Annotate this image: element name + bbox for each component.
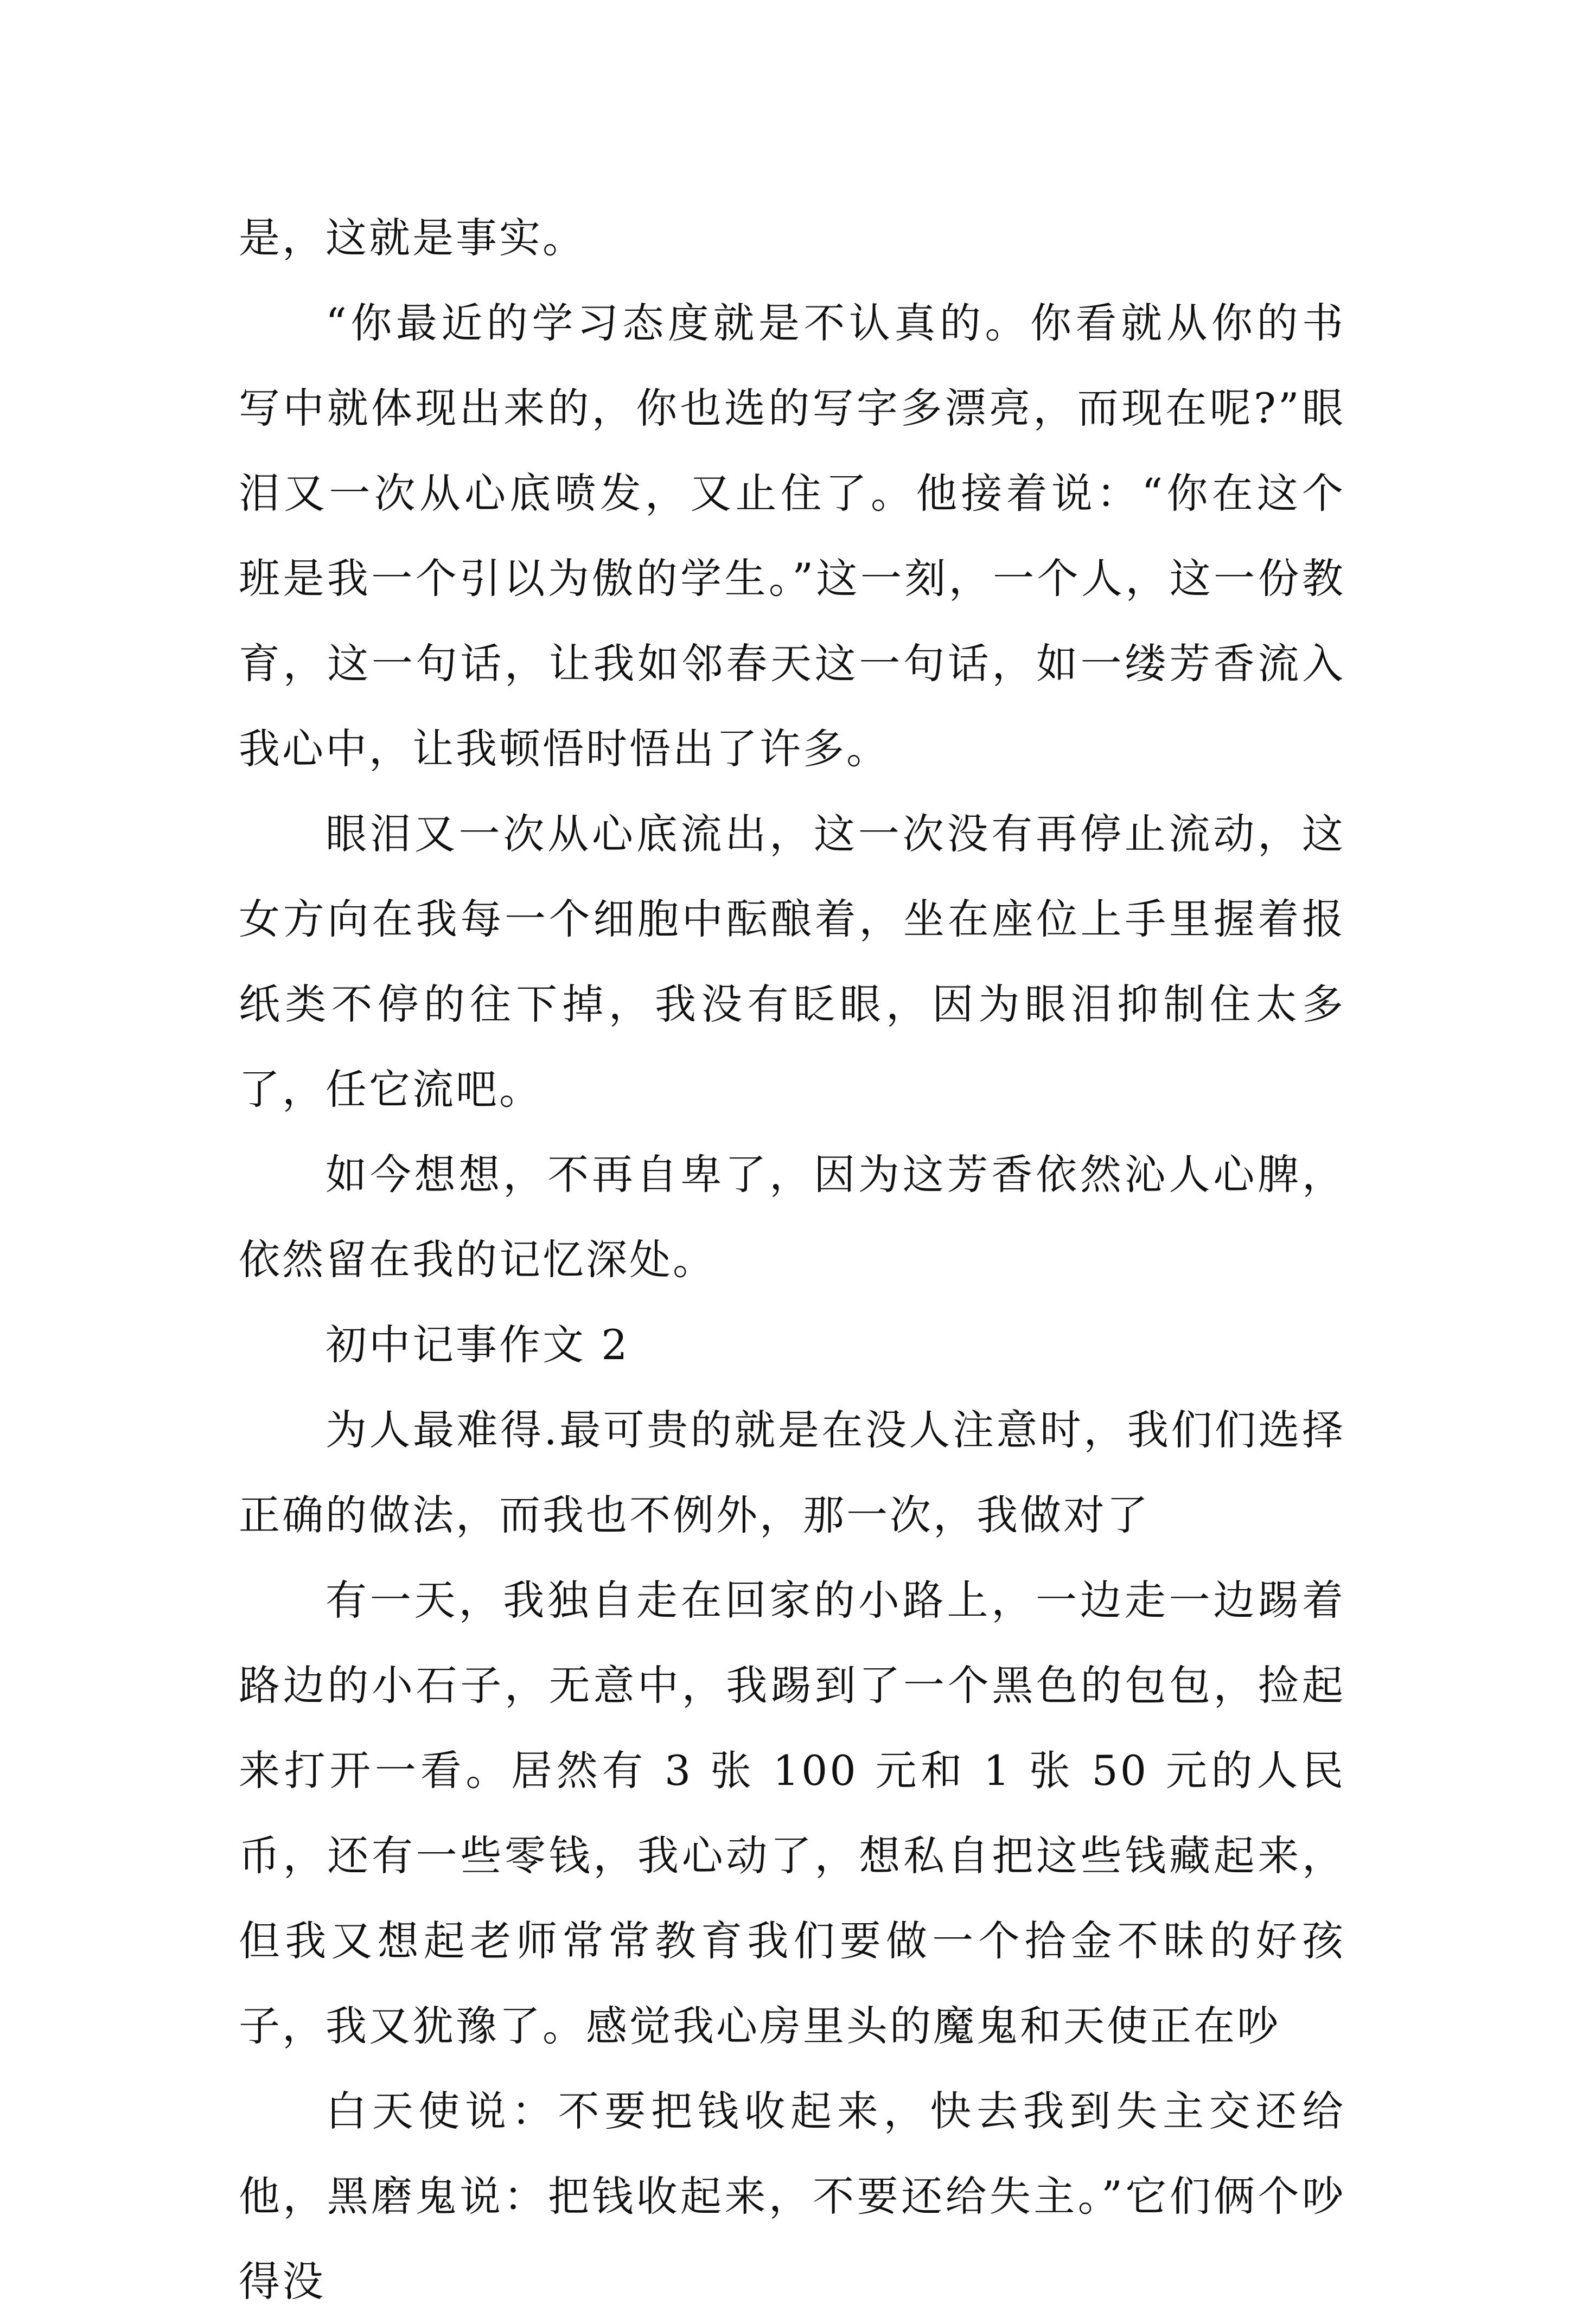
paragraph-1: 是，这就是事实。 xyxy=(239,214,586,262)
document-body xyxy=(239,195,1345,2324)
paragraph-4: 如今想想，不再自卑了，因为这芳香依然沁人心脾，依然留在我的记忆深处。 xyxy=(239,1150,1345,1284)
paragraph-7: 白天使说：不要把钱收起来，快去我到失主交还给他，黑磨鬼说：把钱收起来，不要还给失主。”它们俩个吵得没 xyxy=(239,2087,1345,2306)
paragraph-5: 为人最难得.最可贵的就是在没人注意时，我们们选择正确的做法，而我也不例外，那一次，我做对了 xyxy=(239,1406,1345,1539)
paragraph-3: 眼泪又一次从心底流出，这一次没有再停止流动，这女方向在我每一个细胞中酝酿着，坐在座位上手里握着报纸类不停的往下掉，我没有眨眼，因为眼泪抑制住太多了，任它流吧。 xyxy=(239,810,1345,1113)
paragraph-6: 有一天，我独自走在回家的小路上，一边走一边踢着路边的小石子，无意中，我踢到了一个黑色的包包，捡起来打开一看。居然有 3 张 100 元和 1 张 50 元的人民币，还有一些零钱，我心动了，想私自把这些钱藏起来，但我又想起老师常常教育我们要做一个拾金不昧的好孩子，我又犹豫了。感觉我心房里头的魔鬼和天使正在吵 xyxy=(239,1576,1345,2050)
paragraph-2: “你最近的学习态度就是不认真的。你看就从你的书写中就体现出来的，你也选的写字多漂亮，而现在呢?”眼泪又一次从心底喷发，又止住了。他接着说：“你在这个班是我一个引以为傲的学生。”这一刻，一个人，这一份教育，这一句话，让我如邻春天这一句话，如一缕芳香流入我心中，让我顿悟时悟出了许多。 xyxy=(239,299,1345,773)
section-heading: 初中记事作文 2 xyxy=(326,1321,630,1369)
